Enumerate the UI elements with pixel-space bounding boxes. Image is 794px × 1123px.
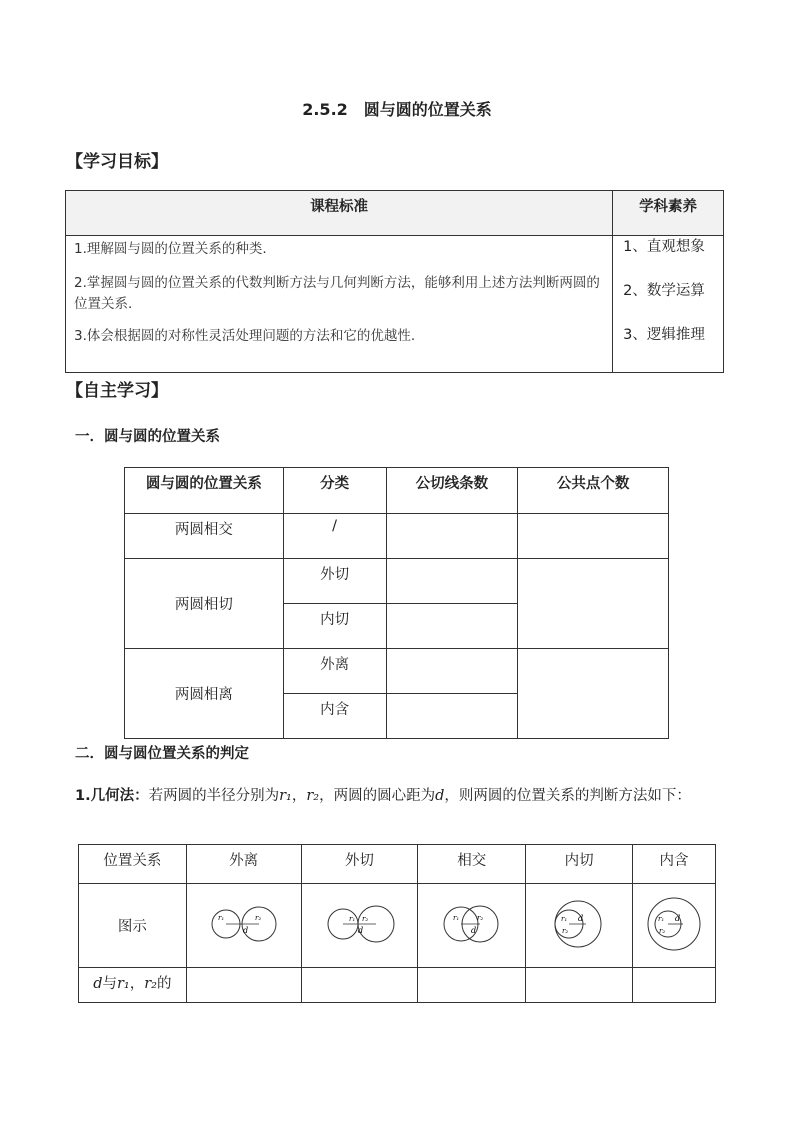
row-contained: 内含 bbox=[283, 694, 386, 739]
header-literacy: 学科素养 bbox=[613, 191, 724, 236]
blank-cell bbox=[518, 514, 669, 559]
row-internal-tangent: 内切 bbox=[283, 604, 386, 649]
row-diagram-label: 图示 bbox=[79, 884, 187, 968]
row-external-tangent: 外切 bbox=[283, 559, 386, 604]
page-title: 2.5.2 圆与圆的位置关系 bbox=[302, 100, 492, 119]
part2-heading: 二．圆与圆位置关系的判定 bbox=[75, 746, 249, 762]
method-text-b: ，两圆的圆心距为 bbox=[319, 788, 436, 804]
goal-1: 1.理解圆与圆的位置关系的种类. bbox=[74, 241, 267, 257]
h-intersect: 相交 bbox=[418, 845, 526, 884]
row-tangent-name: 两圆相切 bbox=[125, 559, 284, 649]
objectives-table bbox=[65, 190, 724, 373]
literacy-cell bbox=[613, 236, 724, 373]
diagram-intersect bbox=[418, 884, 526, 968]
diagram-int-tangent bbox=[526, 884, 633, 968]
goals-cell bbox=[66, 236, 613, 373]
svg-text:r₁: r₁ bbox=[217, 913, 224, 922]
section-objectives: 【学习目标】 bbox=[66, 152, 168, 172]
blank-cell bbox=[386, 604, 518, 649]
svg-text:r₂: r₂ bbox=[254, 913, 261, 922]
svg-text:r₂: r₂ bbox=[476, 913, 483, 922]
section-self-study: 【自主学习】 bbox=[66, 381, 168, 401]
col-relation: 圆与圆的位置关系 bbox=[125, 468, 284, 514]
method-text-c: ，则两圆的位置关系的判断方法如下： bbox=[444, 788, 691, 804]
svg-text:d: d bbox=[675, 913, 681, 923]
literacy-3: 3、逻辑推理 bbox=[623, 327, 705, 343]
goal-3: 3.体会根据圆的对称性灵活处理问题的方法和它的优越性. bbox=[74, 328, 416, 344]
of-text: 的 bbox=[156, 976, 172, 992]
h-int-tangent: 内切 bbox=[526, 845, 633, 884]
blank-cell bbox=[518, 559, 669, 649]
svg-text:d: d bbox=[470, 925, 476, 935]
d-italic: d bbox=[93, 976, 103, 992]
row-relation-label bbox=[79, 968, 187, 1003]
svg-text:r₂: r₂ bbox=[362, 914, 369, 923]
svg-text:d: d bbox=[358, 925, 364, 935]
col-common-points: 公共点个数 bbox=[518, 468, 669, 514]
row-separate-name: 两圆相离 bbox=[125, 649, 284, 739]
literacy-1: 1、直观想象 bbox=[623, 239, 705, 255]
blank-cell bbox=[386, 694, 518, 739]
blank-cell bbox=[301, 968, 418, 1003]
r1-symbol: r₁ bbox=[279, 788, 292, 804]
comma: ， bbox=[291, 788, 307, 804]
svg-text:r₁: r₁ bbox=[561, 914, 568, 923]
d-symbol: d bbox=[435, 788, 445, 804]
method-text-a: 若两圆的半径分别为 bbox=[148, 788, 280, 804]
part1-heading: 一．圆与圆的位置关系 bbox=[75, 429, 220, 445]
h-relation: 位置关系 bbox=[79, 845, 187, 884]
blank-cell bbox=[518, 649, 669, 739]
blank-cell bbox=[633, 968, 716, 1003]
diagram-ext-tangent bbox=[301, 884, 418, 968]
blank-cell bbox=[186, 968, 301, 1003]
separate-circles-figure bbox=[209, 899, 279, 949]
col-tangent-count: 公切线条数 bbox=[386, 468, 518, 514]
col-category: 分类 bbox=[283, 468, 386, 514]
header-course-standard: 课程标准 bbox=[66, 191, 613, 236]
goal-2: 2.掌握圆与圆的位置关系的代数判断方法与几何判断方法，能够利用上述方法判断两圆的位置关系. bbox=[74, 275, 600, 312]
literacy-2: 2、数学运算 bbox=[623, 283, 705, 299]
relation-table bbox=[124, 467, 669, 739]
h-ext-tangent: 外切 bbox=[301, 845, 418, 884]
svg-text:r₁: r₁ bbox=[452, 913, 459, 922]
svg-text:r₁: r₁ bbox=[658, 914, 665, 923]
method-paragraph bbox=[75, 785, 730, 807]
judgement-table bbox=[78, 844, 716, 1003]
svg-text:r₁: r₁ bbox=[349, 914, 356, 923]
blank-cell bbox=[418, 968, 526, 1003]
and-text: 与 bbox=[102, 976, 117, 992]
int-tangent-circles-figure bbox=[548, 898, 610, 950]
diagram-separate bbox=[186, 884, 301, 968]
contained-circles-figure bbox=[643, 896, 705, 952]
row-intersect-type: / bbox=[283, 514, 386, 559]
ext-tangent-circles-figure bbox=[322, 899, 396, 949]
intersect-circles-figure bbox=[437, 899, 507, 949]
comma-text: ， bbox=[129, 976, 145, 992]
svg-text:d: d bbox=[578, 913, 584, 923]
h-separate: 外离 bbox=[186, 845, 301, 884]
blank-cell bbox=[386, 559, 518, 604]
method-label: 1.几何法： bbox=[75, 788, 149, 804]
r2-italic: r₂ bbox=[144, 976, 157, 992]
svg-text:d: d bbox=[242, 925, 248, 935]
row-intersect-name: 两圆相交 bbox=[125, 514, 284, 559]
svg-text:r₂: r₂ bbox=[659, 926, 666, 935]
row-external-separate: 外离 bbox=[283, 649, 386, 694]
blank-cell bbox=[386, 514, 518, 559]
blank-cell bbox=[386, 649, 518, 694]
r2-symbol: r₂ bbox=[306, 788, 320, 804]
svg-text:r₂: r₂ bbox=[562, 926, 569, 935]
r1-italic: r₁ bbox=[116, 976, 130, 992]
blank-cell bbox=[526, 968, 633, 1003]
diagram-contained bbox=[633, 884, 716, 968]
h-contained: 内含 bbox=[633, 845, 716, 884]
